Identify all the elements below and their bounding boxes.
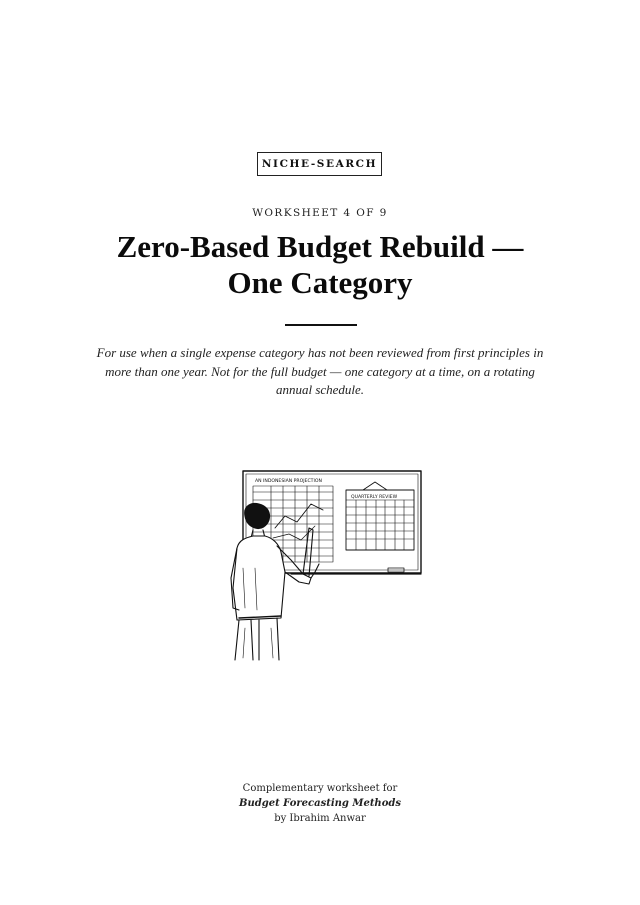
- calendar: [346, 482, 414, 550]
- chart-heading: AN INDONESIAN PROJECTION: [255, 479, 322, 484]
- book-title: Budget Forecasting Methods: [239, 798, 401, 809]
- footer-intro: Complementary worksheet for: [242, 783, 398, 794]
- author-byline: by Ibrahim Anwar: [274, 813, 366, 824]
- intro-text: For use when a single expense category has not been reviewed from first principles in more than one year. Not for the full budget — one category at a time, on a rotating annual schedule.: [96, 345, 544, 397]
- title-divider: [285, 324, 357, 326]
- page-title: [60, 229, 580, 301]
- worksheet-number: WORKSHEET 4 OF 9: [252, 207, 388, 219]
- calendar-heading: QUARTERLY REVIEW: [351, 495, 398, 500]
- footer-credit: [0, 781, 640, 826]
- brand-badge: NICHE-SEARCH: [257, 152, 382, 176]
- title-line-2: One Category: [227, 265, 413, 300]
- person-figure: [231, 504, 319, 661]
- title-line-1: Zero-Based Budget Rebuild —: [116, 229, 524, 264]
- whiteboard-illustration: [215, 468, 430, 663]
